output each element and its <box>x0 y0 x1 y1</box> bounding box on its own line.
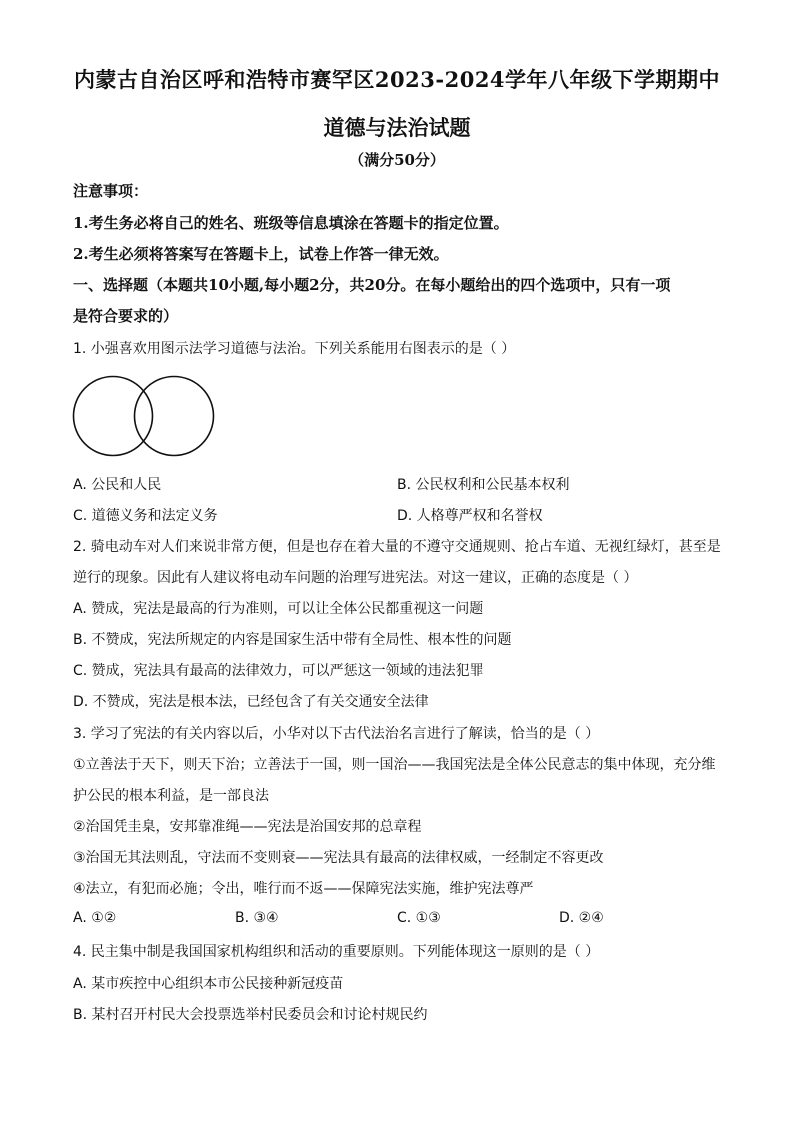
q1-option-a: A. 公民和人民 <box>73 477 162 493</box>
q2-option-d: D. 不赞成，宪法是根本法，已经包含了有关交通安全法律 <box>73 694 429 710</box>
venn-diagram <box>72 374 218 460</box>
q3-stem: 3. 学习了宪法的有关内容以后，小华对以下古代法治名言进行了解读，恰当的是（ ） <box>73 726 600 742</box>
q4-option-a: A. 某市疾控中心组织本市公民接种新冠疫苗 <box>73 976 344 992</box>
q3-option-b: B. ③④ <box>235 910 279 926</box>
q3-option-d: D. ②④ <box>559 910 604 926</box>
full-score: （满分50分） <box>349 151 445 169</box>
q2-option-a: A. 赞成，宪法是最高的行为准则，可以让全体公民都重视这一问题 <box>73 601 484 617</box>
q3-option-a: A. ①② <box>73 910 117 926</box>
q4-option-b: B. 某村召开村民大会投票选举村民委员会和讨论村规民约 <box>73 1007 428 1023</box>
venn-circle-left <box>74 377 153 456</box>
exam-title: 内蒙古自治区呼和浩特市赛罕区2023-2024学年八年级下学期期中 <box>73 67 721 92</box>
q4-stem: 4. 民主集中制是我国国家机构组织和活动的重要原则。下列能体现这一原则的是（ ） <box>73 944 600 960</box>
note-item-2: 2.考生必须将答案写在答题卡上，试卷上作答一律无效。 <box>73 245 449 263</box>
q1-stem: 1. 小强喜欢用图示法学习道德与法治。下列关系能用右图表示的是（ ） <box>73 341 516 357</box>
q1-option-c: C. 道德义务和法定义务 <box>73 508 218 524</box>
q3-item-1: ①立善法于天下，则天下治；立善法于一国，则一国治——我国宪法是全体公民意志的集中体现，充分维 <box>73 757 716 773</box>
q2-option-c: C. 赞成，宪法具有最高的法律效力，可以严惩这一领域的违法犯罪 <box>73 663 484 679</box>
q3-item-2: ②治国凭圭臬，安邦靠准绳——宪法是治国安邦的总章程 <box>73 819 422 835</box>
q2-option-b: B. 不赞成，宪法所规定的内容是国家生活中带有全局性、根本性的问题 <box>73 632 512 648</box>
q1-option-d: D. 人格尊严权和名誉权 <box>397 508 543 524</box>
section-1-title: 一、选择题（本题共10小题,每小题2分，共20分。在每小题给出的四个选项中，只有一项 <box>73 276 671 294</box>
exam-subject: 道德与法治试题 <box>323 115 471 140</box>
q1-option-b: B. 公民权利和公民基本权利 <box>397 477 570 493</box>
note-item-1: 1.考生务必将自己的姓名、班级等信息填涂在答题卡的指定位置。 <box>73 214 509 232</box>
q3-item-1-cont: 护公民的根本利益，是一部良法 <box>73 788 269 804</box>
q3-item-3: ③治国无其法则乱，守法而不变则衰——宪法具有最高的法律权威，一经制定不容更改 <box>73 850 604 866</box>
q2-stem: 2. 骑电动车对人们来说非常方便，但是也存在着大量的不遵守交通规则、抢占车道、无视红绿灯，甚至是 <box>73 539 721 555</box>
section-1-title-cont: 是符合要求的） <box>73 307 179 325</box>
q2-stem-cont: 逆行的现象。因此有人建议将电动车问题的治理写进宪法。对这一建议，正确的态度是（ ） <box>73 570 638 586</box>
q3-option-c: C. ①③ <box>397 910 441 926</box>
notes-heading: 注意事项： <box>73 182 149 200</box>
q3-item-4: ④法立，有犯而必施；令出，唯行而不返——保障宪法实施，维护宪法尊严 <box>73 881 534 897</box>
venn-circle-right <box>135 377 214 456</box>
